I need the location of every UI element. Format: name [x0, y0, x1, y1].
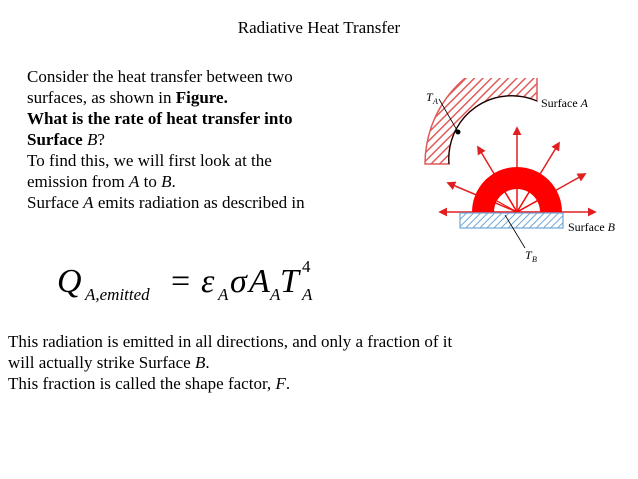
surface-a-label — [541, 96, 589, 110]
intro-line-2 — [27, 87, 407, 108]
emission-equation — [55, 250, 315, 310]
var-b: B — [194, 353, 206, 372]
question-text-2: Surface — [27, 130, 87, 149]
tb-label: T — [525, 248, 532, 262]
outro-text-3a: This fraction is called the shape factor, — [8, 374, 276, 393]
radiation-figure — [400, 78, 632, 273]
surface-b-label-text: Surface — [568, 220, 608, 234]
intro-text-7c: emits radiation as described in — [93, 193, 305, 212]
var-f: F — [275, 374, 286, 393]
intro-line-6 — [27, 171, 407, 192]
outro-text-1: This radiation is emitted in all directions, and only a fraction of it — [8, 332, 453, 351]
intro-line-5 — [27, 150, 407, 171]
eq-q-subscript: A,emitted — [85, 285, 150, 304]
slide-title: Radiative Heat Transfer — [237, 18, 401, 37]
question-text-1: What is the rate of heat transfer into — [27, 109, 293, 128]
eq-t-subscript: A — [302, 285, 313, 304]
eq-area-subscript: A — [270, 285, 281, 304]
var-b: B — [86, 130, 98, 149]
question-mark: ? — [97, 130, 105, 149]
period: . — [171, 172, 176, 191]
eq-epsilon: ε — [201, 263, 215, 300]
eq-equals: = — [171, 263, 191, 300]
eq-sigma: σ — [230, 263, 247, 300]
var-a: A — [83, 193, 94, 212]
intro-text-7a: Surface — [27, 193, 84, 212]
intro-line-3 — [27, 108, 407, 129]
ta-label: T — [426, 90, 433, 104]
var-a: A — [129, 172, 140, 191]
surface-b-label-var: B — [607, 220, 615, 234]
intro-line-1 — [27, 66, 407, 87]
intro-line-7 — [27, 192, 407, 213]
intro-line-4 — [27, 129, 407, 150]
intro-text-5: To find this, we will first look at the — [27, 151, 272, 170]
intro-text-6a: emission from — [27, 172, 129, 191]
eq-q: Q — [57, 263, 82, 300]
ta-label-subscript: A — [433, 97, 438, 106]
outro-line-3 — [8, 373, 628, 394]
surface-b-label — [568, 220, 616, 234]
figure-reference: Figure. — [175, 88, 228, 107]
tb-label-subscript: B — [532, 255, 537, 264]
outro-line-2 — [8, 352, 628, 373]
period: . — [205, 353, 210, 372]
outro-line-1 — [8, 331, 628, 352]
intro-text — [27, 66, 407, 213]
eq-t-exponent: 4 — [302, 257, 311, 276]
eq-t: T — [280, 263, 299, 300]
eq-epsilon-subscript: A — [218, 285, 229, 304]
eq-area: A — [249, 263, 270, 300]
surface-a-label-text: Surface — [541, 96, 581, 110]
period: . — [285, 374, 291, 393]
var-b: B — [161, 172, 172, 191]
outro-text — [8, 331, 628, 394]
outro-text-2a: will actually strike Surface — [8, 353, 195, 372]
intro-text-2a: surfaces, as shown in — [27, 88, 176, 107]
surface-a-label-var: A — [580, 96, 588, 110]
intro-text-6c: to — [139, 172, 162, 191]
intro-text-1: Consider the heat transfer between two — [27, 67, 293, 86]
